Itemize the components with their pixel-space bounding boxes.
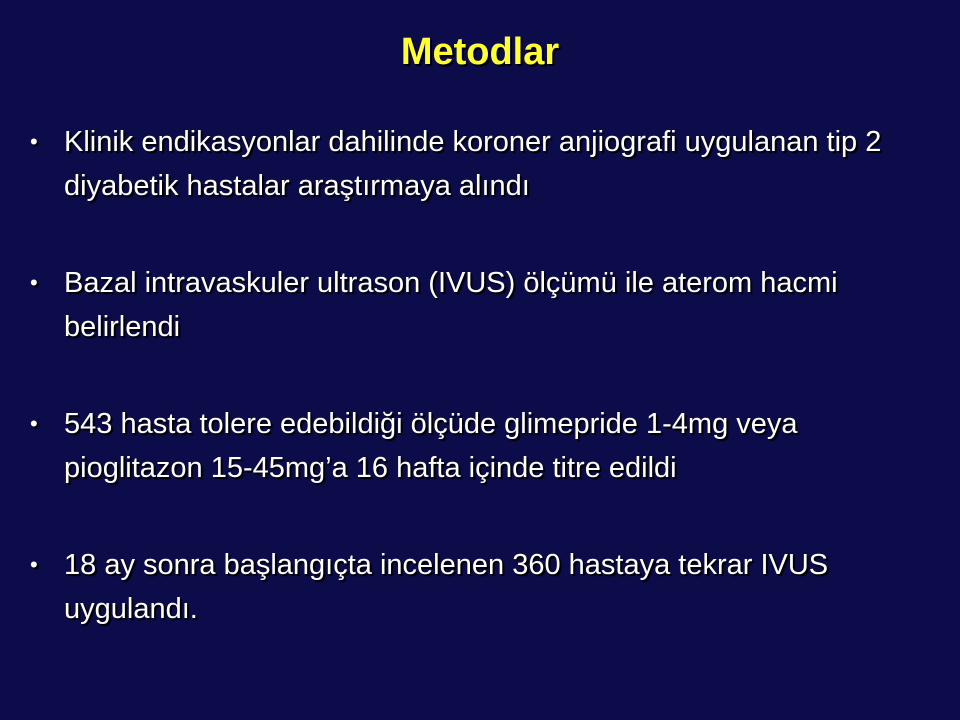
bullet-icon: • <box>30 552 38 577</box>
bullet-item-3 <box>30 402 935 490</box>
bullet-icon: • <box>30 270 38 295</box>
bullet-icon: • <box>30 411 38 436</box>
bullet-text: 543 hasta tolere edebildiği ölçüde glimepride 1-4mg veya pioglitazon 15-45mg’a 16 hafta içinde titre edildi <box>64 408 798 484</box>
bullet-item-2 <box>30 261 935 349</box>
bullet-item-4 <box>30 543 935 631</box>
bullet-text: Klinik endikasyonlar dahilinde koroner anjiografi uygulanan tip 2 diyabetik hastalar araştırmaya alındı <box>64 126 882 202</box>
bullet-list <box>30 120 935 684</box>
bullet-icon: • <box>30 129 38 154</box>
slide-title: Metodlar <box>400 31 560 73</box>
bullet-item-1 <box>30 120 935 208</box>
bullet-text: 18 ay sonra başlangıçta incelenen 360 hastaya tekrar IVUS uygulandı. <box>64 549 829 625</box>
bullet-text: Bazal intravaskuler ultrason (IVUS) ölçümü ile aterom hacmi belirlendi <box>64 267 838 343</box>
